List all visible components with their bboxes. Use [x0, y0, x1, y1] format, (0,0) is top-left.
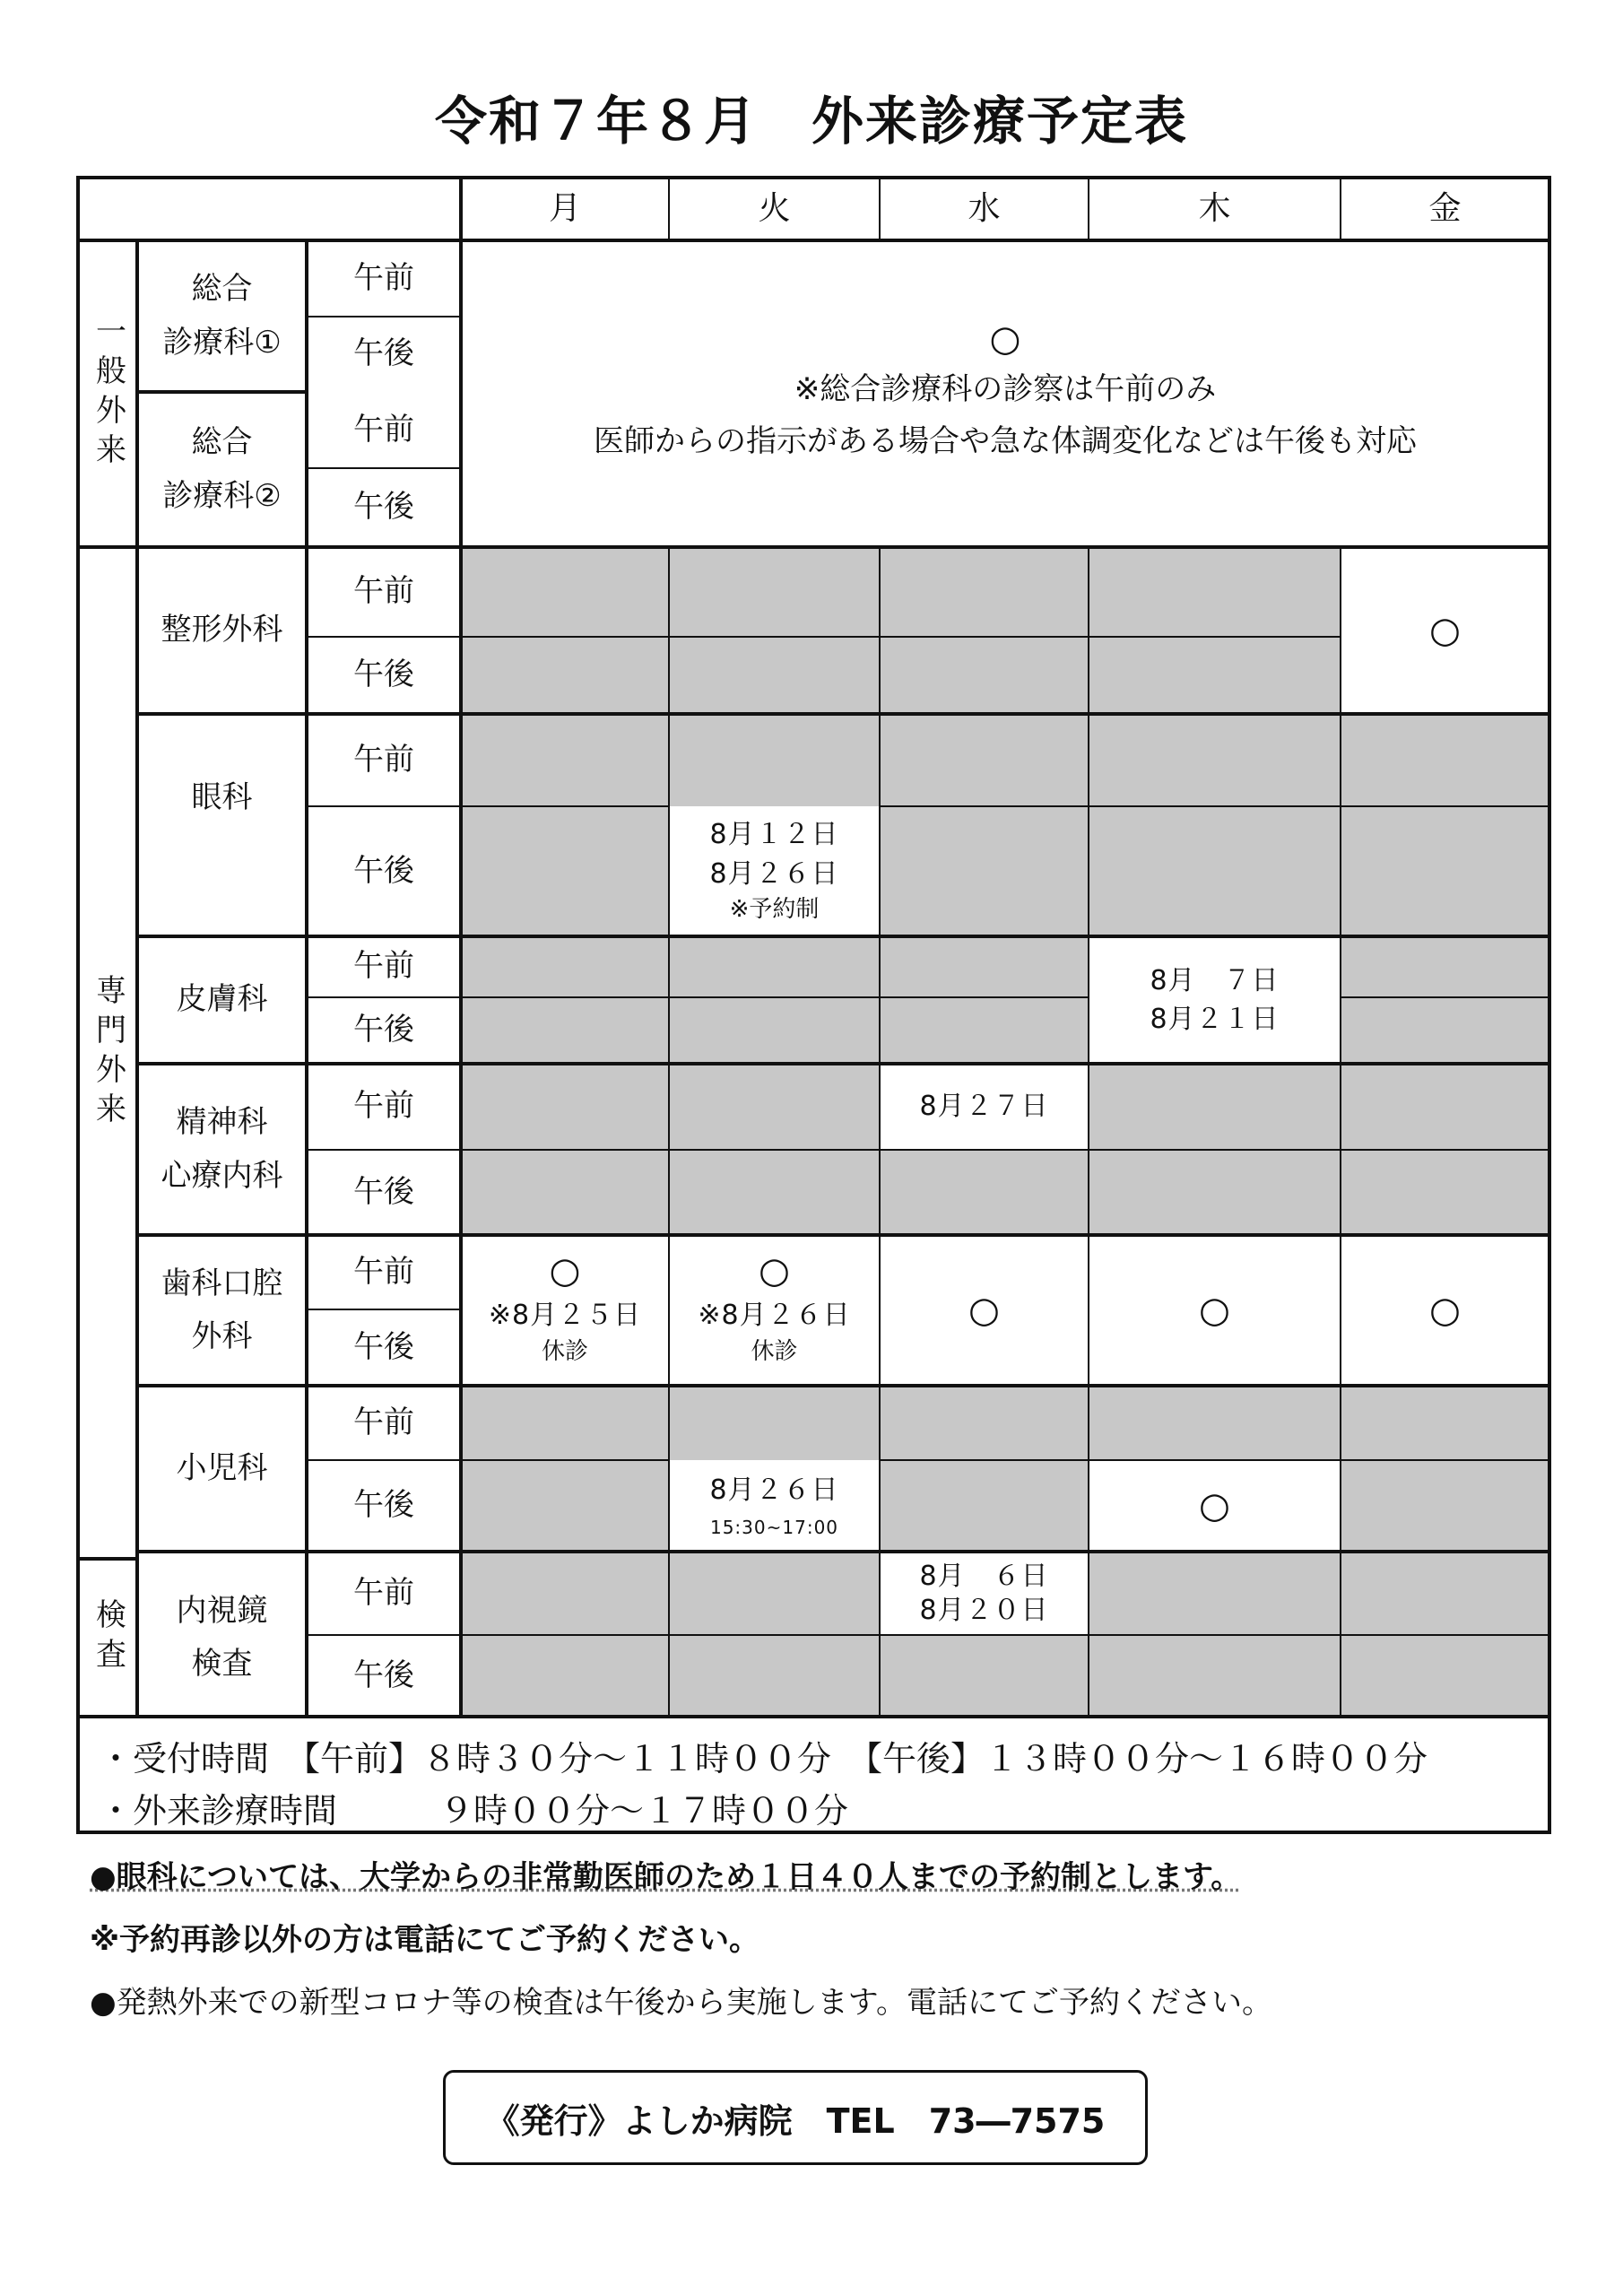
session-am: 午前 — [353, 411, 414, 448]
dental-wed-available: ○ — [968, 1290, 1000, 1331]
session-am: 午前 — [353, 741, 414, 778]
dept-general1: 総合 診療科① — [162, 271, 282, 361]
session-am: 午前 — [353, 1253, 414, 1290]
date-text: 8月２６日 — [709, 1474, 839, 1506]
psych-closed-mon-tue-am — [461, 1064, 880, 1150]
session-pm: 午後 — [353, 1657, 414, 1693]
skin-thu-dates — [1089, 936, 1341, 1064]
session-am: 午前 — [353, 259, 414, 296]
ped-closed-fri-pm — [1341, 1460, 1549, 1552]
category-special: 専門外来 — [90, 974, 126, 1132]
day-header-fri: 金 — [1428, 189, 1462, 227]
available-mark: ○ — [549, 1250, 581, 1292]
dept-psych: 精神科 心療内科 — [161, 1104, 283, 1194]
reservation-note: ※予約制 — [729, 896, 820, 924]
reception-hours: ・受付時間 【午前】８時３０分～１１時００分 【午後】１３時００分～１６時００分 — [99, 1739, 1428, 1779]
endo-closed-thu-fri-am — [1089, 1552, 1549, 1635]
psych-closed-thu-fri-am — [1089, 1064, 1549, 1150]
eye-closed-wed-fri-pm — [880, 806, 1549, 936]
day-header-tue: 火 — [758, 189, 791, 227]
closed-note: 休診 — [751, 1337, 798, 1365]
date-text: 8月１２日 — [709, 819, 839, 851]
dept-ortho: 整形外科 — [161, 612, 283, 648]
session-pm: 午後 — [353, 1328, 414, 1365]
note-reservation-phone: ※予約再診以外の方は電話にてご予約ください。 — [90, 1922, 760, 1958]
dental-fri-available: ○ — [1429, 1290, 1461, 1331]
date-text: 8月 ６日 — [919, 1561, 1049, 1592]
ped-closed-mon-pm — [461, 1460, 669, 1552]
dental-thu-available: ○ — [1199, 1290, 1230, 1331]
skin-closed-mon-wed — [461, 936, 1089, 1064]
dept-endoscopy: 内視鏡 検査 — [176, 1592, 268, 1682]
note-fever-clinic: ●発熱外来での新型コロナ等の検査は午後から実施します。電話にてご予約ください。 — [90, 1985, 1272, 2021]
psych-wed-am-date: 8月２７日 — [919, 1091, 1049, 1123]
publisher-box: 《発行》よしか病院 TEL 73―7575 — [443, 2070, 1148, 2165]
ped-closed-wed-pm — [880, 1460, 1089, 1552]
ortho-fri-available: ○ — [1429, 610, 1461, 651]
closed-date: ※8月２５日 — [488, 1300, 642, 1332]
endo-closed-pm — [461, 1635, 1549, 1717]
session-pm: 午後 — [353, 1173, 414, 1210]
dental-mon — [461, 1235, 669, 1386]
ped-closed-am — [461, 1386, 1549, 1460]
closed-note: 休診 — [541, 1337, 588, 1365]
day-header-mon: 月 — [548, 189, 581, 227]
general-note-line1: ※総合診療科の診察は午前のみ — [794, 371, 1217, 408]
available-mark: ○ — [989, 318, 1021, 361]
category-general: 一般外来 — [90, 315, 126, 473]
session-pm: 午後 — [353, 489, 414, 526]
dept-pediatrics: 小児科 — [176, 1449, 268, 1486]
note-eye-reservation: ●眼科については、大学からの非常勤医師のため１日４０人までの予約制とします。 — [90, 1859, 1242, 1895]
session-pm: 午後 — [353, 1012, 414, 1048]
general-note-line2: 医師からの指示がある場合や急な体調変化などは午後も対応 — [594, 423, 1417, 459]
psych-closed-pm — [461, 1150, 1549, 1235]
skin-closed-fri — [1341, 936, 1549, 1064]
ortho-closed-mon-thu — [461, 547, 1341, 714]
closed-date: ※8月２６日 — [698, 1300, 851, 1332]
page-title: 令和７年８月 外来診療予定表 — [434, 91, 1188, 152]
date-text: 8月２６日 — [709, 857, 839, 890]
dept-dental: 歯科口腔 外科 — [161, 1265, 283, 1354]
time-range: 15:30~17:00 — [709, 1517, 839, 1539]
dept-skin: 皮膚科 — [176, 981, 268, 1018]
session-am: 午前 — [353, 1088, 414, 1125]
day-header-thu: 木 — [1198, 189, 1231, 227]
date-text: 8月 ７日 — [1150, 964, 1280, 996]
session-am: 午前 — [353, 1404, 414, 1440]
session-pm: 午後 — [353, 852, 414, 889]
session-am: 午前 — [353, 948, 414, 985]
general-schedule-note — [461, 240, 1549, 547]
dental-tue — [669, 1235, 880, 1386]
endo-closed-mon-tue-am — [461, 1552, 880, 1635]
date-text: 8月２１日 — [1150, 1004, 1280, 1035]
available-mark: ○ — [759, 1250, 790, 1292]
eye-closed-am — [461, 714, 1549, 806]
session-pm: 午後 — [353, 335, 414, 372]
session-pm: 午後 — [353, 1487, 414, 1524]
session-pm: 午後 — [353, 657, 414, 693]
day-header-wed: 水 — [968, 189, 1001, 227]
session-am: 午前 — [353, 573, 414, 610]
endo-wed-am-dates — [880, 1552, 1089, 1635]
dept-eye: 眼科 — [191, 779, 253, 816]
session-am: 午前 — [353, 1574, 414, 1611]
ped-tue-pm — [669, 1460, 880, 1552]
date-text: 8月２０日 — [919, 1594, 1049, 1626]
dept-general2: 総合 診療科② — [162, 424, 282, 514]
eye-closed-mon-pm — [461, 806, 669, 936]
eye-tue-pm-dates — [669, 806, 880, 936]
ped-thu-pm-available: ○ — [1199, 1485, 1230, 1526]
category-exam: 検査 — [90, 1598, 126, 1677]
consultation-hours: ・外来診療時間 ９時００分～１７時００分 — [99, 1791, 849, 1831]
